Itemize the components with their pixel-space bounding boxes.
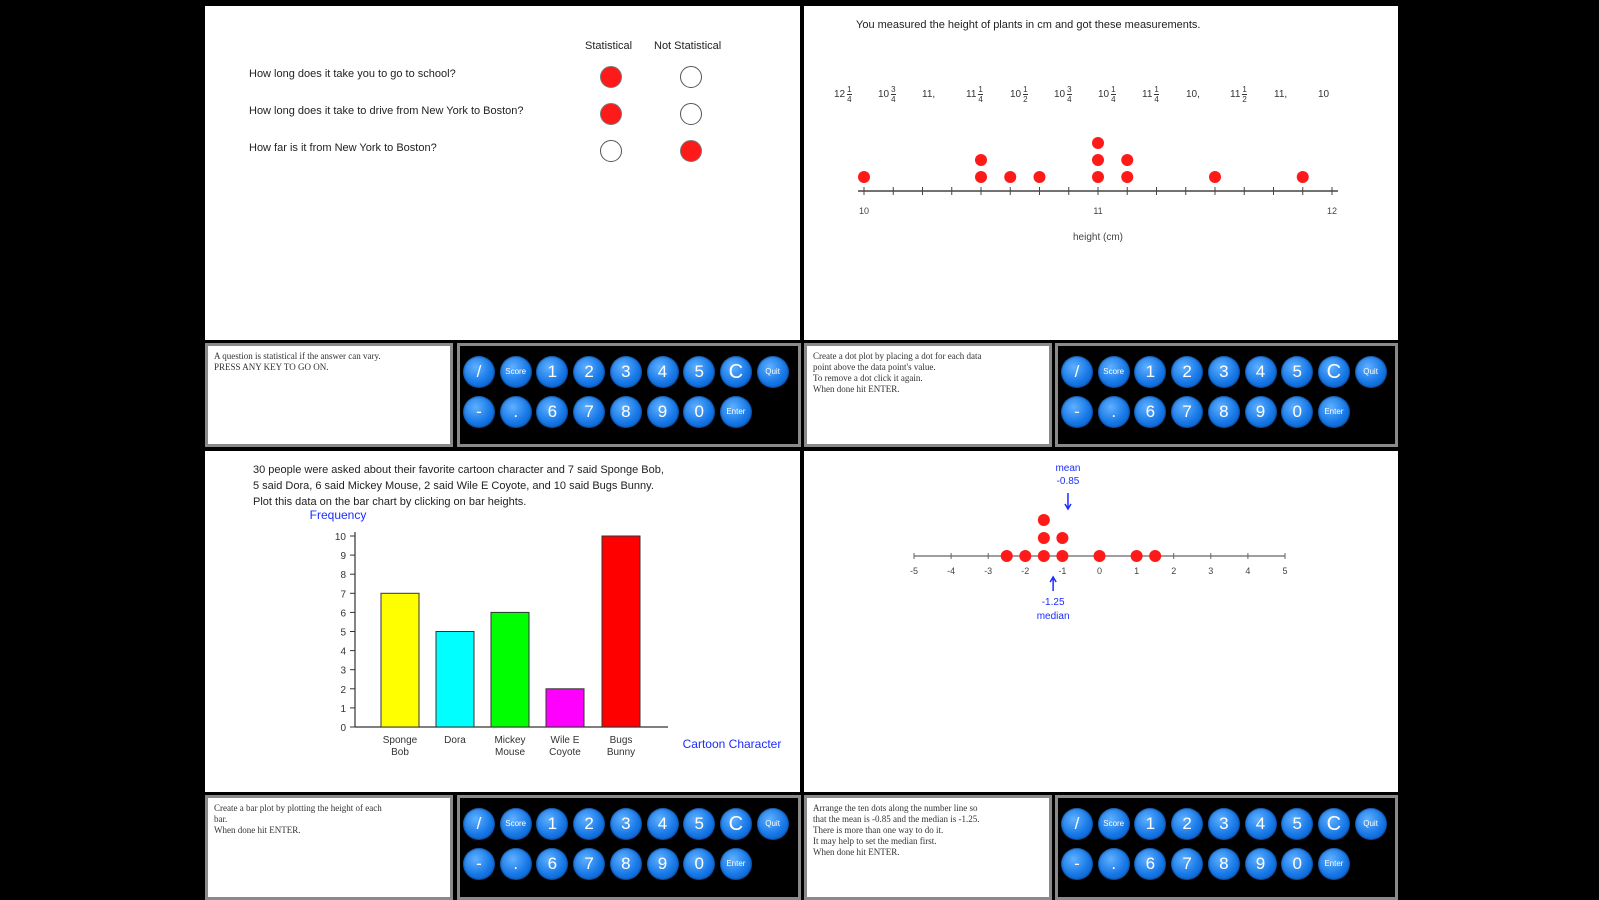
plot-dot[interactable] — [1038, 514, 1050, 526]
prompt-line-2: 5 said Dora, 6 said Mickey Mouse, 2 said Wile E Coyote, and 10 said Bugs Bunny. — [253, 480, 654, 492]
key-7-button[interactable]: 7 — [573, 848, 605, 880]
instruction-line: Arrange the ten dots along the number line so — [813, 803, 978, 813]
statistical-question-panel — [205, 6, 800, 340]
key-minus-button[interactable]: - — [1061, 848, 1093, 880]
key-quit-button[interactable]: Quit — [1355, 808, 1387, 840]
plot-dot[interactable] — [1001, 550, 1013, 562]
key-4-button[interactable]: 4 — [1245, 356, 1277, 388]
category-label: Bob — [391, 747, 409, 758]
tick-label: -3 — [984, 566, 993, 576]
key-9-button[interactable]: 9 — [1245, 396, 1277, 428]
measurement-value: 11, — [922, 88, 936, 100]
axis-label: height (cm) — [1072, 232, 1124, 243]
measurement-value: 11, — [1274, 88, 1288, 100]
instruction-line: PRESS ANY KEY TO GO ON. — [214, 362, 329, 372]
key-1-button[interactable]: 1 — [536, 356, 568, 388]
median-value: -1.25 — [1041, 597, 1065, 608]
col-header-not-statistical: Not Statistical — [654, 40, 722, 52]
q1-not-statistical-radio[interactable] — [680, 66, 702, 88]
q2-not-statistical-radio[interactable] — [680, 103, 702, 125]
y-tick-label: 5 — [340, 627, 346, 639]
plant-dot-plot-panel — [804, 6, 1398, 340]
key-7-button[interactable]: 7 — [1171, 396, 1203, 428]
plot-dot[interactable] — [975, 154, 987, 166]
key-9-button[interactable]: 9 — [1245, 848, 1277, 880]
instruction-line: When done hit ENTER. — [813, 847, 900, 857]
instruction-line: A question is statistical if the answer can vary. — [214, 351, 381, 361]
key-enter-button[interactable]: Enter — [1318, 396, 1350, 428]
key-0-button[interactable]: 0 — [1281, 848, 1313, 880]
category-label: Dora — [444, 735, 466, 746]
key-3-button[interactable]: 3 — [610, 808, 642, 840]
key-6-button[interactable]: 6 — [536, 396, 568, 428]
panel2-instructions — [804, 343, 1052, 447]
key-decimal-button[interactable]: . — [500, 396, 532, 428]
key-decimal-button[interactable]: . — [1098, 848, 1130, 880]
key-5-button[interactable]: 5 — [1281, 356, 1313, 388]
key-minus-button[interactable]: - — [463, 396, 495, 428]
bar[interactable] — [491, 612, 529, 727]
category-label: Bugs — [609, 735, 633, 746]
plot-dot[interactable] — [1121, 171, 1133, 183]
q2-statistical-radio[interactable] — [600, 103, 622, 125]
plot-dot[interactable] — [1004, 171, 1016, 183]
bar[interactable] — [381, 593, 419, 727]
key-divide-button[interactable]: / — [1061, 808, 1093, 840]
instruction-line: To remove a dot click it again. — [813, 373, 923, 383]
plot-dot[interactable] — [1038, 550, 1050, 562]
tick-label: 10 — [858, 206, 870, 216]
key-clear-button[interactable]: C — [1318, 356, 1350, 388]
x-axis-label: Cartoon Character — [682, 737, 782, 751]
bar[interactable] — [436, 632, 474, 728]
key-quit-button[interactable]: Quit — [757, 808, 789, 840]
key-minus-button[interactable]: - — [463, 848, 495, 880]
key-2-button[interactable]: 2 — [573, 808, 605, 840]
key-score-button[interactable]: Score — [1098, 808, 1130, 840]
key-9-button[interactable]: 9 — [647, 396, 679, 428]
measurement-value: 11 1 4 — [1142, 84, 1159, 104]
y-tick-label: 8 — [340, 570, 346, 582]
key-divide-button[interactable]: / — [463, 808, 495, 840]
tick-label: 12 — [1326, 206, 1338, 216]
q3-not-statistical-radio[interactable] — [680, 140, 702, 162]
y-tick-label: 4 — [340, 646, 346, 658]
tick-label: 1 — [1134, 566, 1140, 576]
key-clear-button[interactable]: C — [720, 356, 752, 388]
plot-dot[interactable] — [1297, 171, 1309, 183]
tick-label: 11 — [1093, 206, 1103, 216]
bar[interactable] — [602, 536, 640, 727]
key-5-button[interactable]: 5 — [1281, 808, 1313, 840]
keypad — [1055, 343, 1398, 447]
question-3: How far is it from New York to Boston? — [249, 142, 437, 154]
y-axis-label: Frequency — [309, 508, 367, 522]
question-2: How long does it take to drive from New York to Boston? — [249, 105, 524, 117]
tick-label: 4 — [1245, 566, 1251, 576]
key-score-button[interactable]: Score — [1098, 356, 1130, 388]
mean-median-panel — [804, 451, 1398, 792]
plot-dot[interactable] — [1209, 171, 1221, 183]
key-1-button[interactable]: 1 — [1134, 808, 1166, 840]
y-tick-label: 6 — [340, 608, 346, 620]
plot-dot[interactable] — [1056, 532, 1068, 544]
keypad — [457, 795, 801, 900]
key-quit-button[interactable]: Quit — [757, 356, 789, 388]
measurement-value: 10 1 4 — [1098, 84, 1116, 104]
key-2-button[interactable]: 2 — [1171, 356, 1203, 388]
bar[interactable] — [546, 689, 584, 727]
q3-statistical-radio[interactable] — [600, 140, 622, 162]
key-3-button[interactable]: 3 — [610, 356, 642, 388]
plot-dot[interactable] — [1131, 550, 1143, 562]
key-6-button[interactable]: 6 — [1134, 848, 1166, 880]
key-divide-button[interactable]: / — [463, 356, 495, 388]
plot-dot[interactable] — [1056, 550, 1068, 562]
key-2-button[interactable]: 2 — [573, 356, 605, 388]
instruction-line: point above the data point's value. — [813, 362, 936, 372]
category-label: Wile E — [550, 735, 580, 746]
y-tick-label: 0 — [340, 723, 346, 734]
instruction-line: It may help to set the median first. — [813, 836, 937, 846]
key-8-button[interactable]: 8 — [1208, 848, 1240, 880]
measurement-value: 10, — [1186, 88, 1200, 100]
measurement-value: 10 1 2 — [1010, 84, 1028, 104]
y-tick-label: 10 — [334, 532, 346, 543]
plot-dot[interactable] — [1092, 171, 1104, 183]
key-3-button[interactable]: 3 — [1208, 808, 1240, 840]
key-5-button[interactable]: 5 — [683, 356, 715, 388]
plant-dot-plot[interactable] — [804, 6, 1398, 340]
key-5-button[interactable]: 5 — [683, 808, 715, 840]
bar-chart-panel — [205, 451, 800, 792]
tick-label: -1 — [1058, 566, 1067, 576]
key-3-button[interactable]: 3 — [1208, 356, 1240, 388]
key-7-button[interactable]: 7 — [573, 396, 605, 428]
measurement-value: 11 1 2 — [1230, 84, 1247, 104]
instruction-line: Create a dot plot by placing a dot for each data — [813, 351, 982, 361]
key-2-button[interactable]: 2 — [1171, 808, 1203, 840]
plot-dot[interactable] — [1094, 550, 1106, 562]
category-label: Sponge — [382, 735, 418, 746]
tick-label: -5 — [909, 566, 919, 576]
measurement-value: 12 1 4 — [834, 84, 852, 104]
key-decimal-button[interactable]: . — [1098, 396, 1130, 428]
mean-median-number-line[interactable] — [804, 451, 1398, 792]
instruction-line: When done hit ENTER. — [813, 384, 900, 394]
key-4-button[interactable]: 4 — [647, 808, 679, 840]
panel2-title: You measured the height of plants in cm and got these measurements. — [856, 19, 1201, 31]
key-score-button[interactable]: Score — [500, 356, 532, 388]
key-0-button[interactable]: 0 — [1281, 396, 1313, 428]
key-1-button[interactable]: 1 — [536, 808, 568, 840]
key-0-button[interactable]: 0 — [683, 848, 715, 880]
key-clear-button[interactable]: C — [720, 808, 752, 840]
plot-dot[interactable] — [975, 171, 987, 183]
measurement-value: 10 3 4 — [1054, 84, 1072, 104]
prompt-line-3: Plot this data on the bar chart by clicking on bar heights. — [253, 496, 527, 508]
tick-label: 0 — [1096, 566, 1103, 576]
mean-value: -0.85 — [1056, 476, 1080, 487]
category-label: Mickey — [494, 735, 526, 746]
plot-dot[interactable] — [1121, 154, 1133, 166]
tick-label: 2 — [1171, 566, 1177, 576]
key-quit-button[interactable]: Quit — [1355, 356, 1387, 388]
key-divide-button[interactable]: / — [1061, 356, 1093, 388]
instruction-line: that the mean is -0.85 and the median is -1.25. — [813, 814, 980, 824]
cartoon-bar-chart[interactable] — [205, 451, 800, 792]
panel4-instructions — [804, 795, 1052, 900]
y-tick-label: 1 — [340, 703, 346, 715]
key-4-button[interactable]: 4 — [1245, 808, 1277, 840]
y-tick-label: 2 — [340, 684, 346, 696]
panel1-instructions — [205, 343, 453, 447]
keypad — [1055, 795, 1398, 900]
key-1-button[interactable]: 1 — [1134, 356, 1166, 388]
key-8-button[interactable]: 8 — [610, 848, 642, 880]
plot-dot[interactable] — [1092, 137, 1104, 149]
plot-dot[interactable] — [1149, 550, 1161, 562]
tick-label: 5 — [1282, 566, 1288, 576]
plot-dot[interactable] — [1038, 532, 1050, 544]
instruction-line: bar. — [214, 814, 228, 824]
plot-dot[interactable] — [858, 171, 870, 183]
instruction-line: When done hit ENTER. — [214, 825, 301, 835]
category-label: Bunny — [606, 747, 636, 758]
key-8-button[interactable]: 8 — [1208, 396, 1240, 428]
key-0-button[interactable]: 0 — [683, 396, 715, 428]
q1-statistical-radio[interactable] — [600, 66, 622, 88]
col-header-statistical: Statistical — [585, 40, 633, 52]
y-tick-label: 9 — [340, 551, 346, 563]
mean-arrow — [1065, 493, 1071, 509]
y-tick-label: 3 — [340, 665, 346, 677]
plot-dot[interactable] — [1034, 171, 1046, 183]
key-enter-button[interactable]: Enter — [720, 396, 752, 428]
category-label: Coyote — [549, 747, 581, 758]
measurement-value: 11 1 4 — [966, 84, 983, 104]
instruction-line: There is more than one way to do it. — [813, 825, 944, 835]
mean-label: mean — [1055, 463, 1081, 474]
key-enter-button[interactable]: Enter — [1318, 848, 1350, 880]
median-label: median — [1036, 611, 1070, 622]
key-score-button[interactable]: Score — [500, 808, 532, 840]
median-arrow — [1050, 577, 1056, 591]
key-6-button[interactable]: 6 — [1134, 396, 1166, 428]
instruction-line: Create a bar plot by plotting the height of each — [214, 803, 382, 813]
key-decimal-button[interactable]: . — [500, 848, 532, 880]
tick-label: -2 — [1021, 566, 1030, 576]
keypad — [457, 343, 801, 447]
plot-dot[interactable] — [1092, 154, 1104, 166]
key-8-button[interactable]: 8 — [610, 396, 642, 428]
key-clear-button[interactable]: C — [1318, 808, 1350, 840]
y-tick-label: 7 — [340, 589, 346, 601]
key-4-button[interactable]: 4 — [647, 356, 679, 388]
plot-dot[interactable] — [1019, 550, 1031, 562]
prompt-line-1: 30 people were asked about their favorite cartoon character and 7 said Sponge Bob, — [253, 464, 664, 476]
measurement-value: 10 3 4 — [878, 84, 896, 104]
question-1: How long does it take you to go to school? — [249, 68, 456, 80]
category-label: Mouse — [494, 747, 526, 758]
key-7-button[interactable]: 7 — [1171, 848, 1203, 880]
panel3-instructions — [205, 795, 453, 900]
key-6-button[interactable]: 6 — [536, 848, 568, 880]
measurement-value: 10 — [1318, 88, 1330, 100]
key-9-button[interactable]: 9 — [647, 848, 679, 880]
key-minus-button[interactable]: - — [1061, 396, 1093, 428]
tick-label: 3 — [1208, 566, 1214, 576]
key-enter-button[interactable]: Enter — [720, 848, 752, 880]
tick-label: -4 — [947, 566, 956, 576]
